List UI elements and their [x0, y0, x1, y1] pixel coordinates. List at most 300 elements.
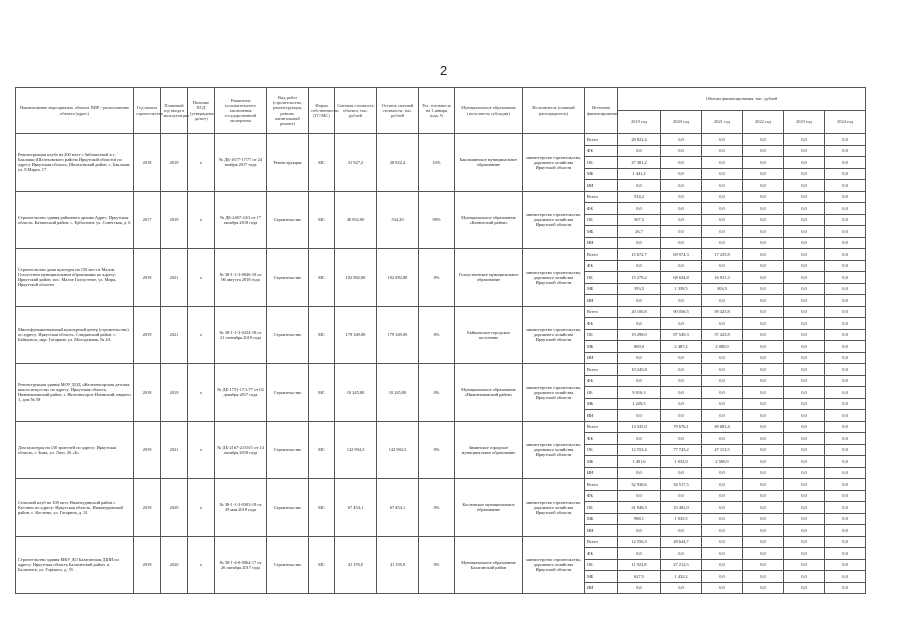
amount-cell: 0,0 [661, 525, 702, 537]
amount-cell: 0,0 [825, 329, 866, 341]
amount-cell: 0,0 [702, 145, 743, 157]
amount-cell: 2 487,2 [661, 341, 702, 353]
ownership: МС [309, 421, 335, 479]
source-label: ОБ [585, 502, 618, 514]
amount-cell: 0,0 [743, 456, 784, 468]
customer: Зиминское городское муниципальное образование [455, 421, 523, 479]
amount-cell: 0,0 [661, 180, 702, 192]
work-type: Строительство [267, 536, 309, 594]
cost: 67 454,1 [335, 479, 377, 537]
readiness: 0% [419, 536, 455, 594]
source-label: ОБ [585, 329, 618, 341]
header-year: 2022 год [743, 111, 784, 134]
header-ownership: Форма собственности (ГС/МС) [309, 88, 335, 134]
amount-cell: 0,0 [825, 490, 866, 502]
remaining: 142 904,5 [377, 421, 419, 479]
amount-cell: 0,0 [618, 203, 661, 215]
source-label: ОБ [585, 157, 618, 169]
amount-cell: 0,0 [825, 410, 866, 422]
amount-cell: 0,0 [661, 145, 702, 157]
source-label: ИИ [585, 237, 618, 249]
header-cost: Сметная стоимость объекта, тыс. рублей [335, 88, 377, 134]
header-gr-bs: Исполнитель (главный распорядитель) [523, 88, 585, 134]
work-type: Реконструкция [267, 134, 309, 192]
amount-cell: 12 553,4 [618, 444, 661, 456]
table-row [16, 536, 866, 548]
amount-cell: 0,0 [825, 421, 866, 433]
psd: х [188, 191, 215, 249]
remaining: 102 882,80 [377, 249, 419, 307]
amount-cell: 0,0 [743, 191, 784, 203]
object-name: Дом культуры на 150 зрителей по адресу: Иркутская область, г. Зима, ул. Лазо, 26 «Б» [16, 421, 134, 479]
amount-cell: 0,0 [825, 375, 866, 387]
amount-cell: 32 936,6 [618, 479, 661, 491]
work-type: Строительство [267, 479, 309, 537]
source-label: ФБ [585, 203, 618, 215]
page-number: 2 [440, 63, 448, 78]
remaining: 67 454,1 [377, 479, 419, 537]
table-row [16, 249, 866, 261]
amount-cell: 0,0 [784, 559, 825, 571]
amount-cell: 15 279,2 [618, 272, 661, 284]
source-label: МБ [585, 513, 618, 525]
header-year-start: Год начала строительства [134, 88, 161, 134]
amount-cell: 0,0 [784, 502, 825, 514]
readiness: 0% [419, 306, 455, 364]
amount-cell: 0,0 [743, 134, 784, 146]
amount-cell: 0,0 [661, 260, 702, 272]
amount-cell: 0,0 [743, 145, 784, 157]
amount-cell: 0,0 [702, 203, 743, 215]
amount-cell: 0,0 [618, 525, 661, 537]
amount-cell: 0,0 [825, 536, 866, 548]
amount-cell: 0,0 [825, 180, 866, 192]
table-body [16, 134, 866, 594]
cost: 10 245,80 [335, 364, 377, 422]
amount-cell: 0,0 [743, 421, 784, 433]
amount-cell: 0,0 [743, 387, 784, 399]
year-start: 2019 [134, 306, 161, 364]
amount-cell: 0,0 [825, 306, 866, 318]
amount-cell: 0,0 [784, 145, 825, 157]
amount-cell: 0,0 [661, 157, 702, 169]
amount-cell: 0,0 [743, 375, 784, 387]
expertise: № ДБ-1677-17/77 от 24 ноября 2017 года [215, 134, 267, 192]
work-type: Строительство [267, 249, 309, 307]
expertise: № 38-1-1-3-0046-18 от 06 августа 2018 года [215, 249, 267, 307]
source-label: ИИ [585, 410, 618, 422]
cost: 41 195,0 [335, 536, 377, 594]
amount-cell: 0,0 [702, 168, 743, 180]
header-source: Источник финансирования [585, 88, 618, 134]
cost: 40 832,00 [335, 191, 377, 249]
amount-cell: 33 482,0 [661, 502, 702, 514]
amount-cell: 28 644,7 [661, 536, 702, 548]
source-label: ИИ [585, 352, 618, 364]
remaining: 10 245,80 [377, 364, 419, 422]
amount-cell: 0,0 [825, 318, 866, 330]
amount-cell: 0,0 [784, 214, 825, 226]
amount-cell: 0,0 [825, 214, 866, 226]
source-label: ОБ [585, 272, 618, 284]
amount-cell: 0,0 [702, 364, 743, 376]
ownership: МС [309, 479, 335, 537]
amount-cell: 304,5 [702, 283, 743, 295]
amount-cell: 0,0 [784, 479, 825, 491]
amount-cell: 507,5 [618, 214, 661, 226]
object-name: Строительство дома культуры на 150 мест в Малом Голоустном муниципальном образовании по адресу: Иркутский район, пос. Малое Голоустное, ул. Мира, Иркутской области [16, 249, 134, 307]
amount-cell: 0,0 [743, 272, 784, 284]
source-label: ФБ [585, 260, 618, 272]
amount-cell: 0,0 [743, 548, 784, 560]
amount-cell: 0,0 [702, 295, 743, 307]
amount-cell: 0,0 [784, 456, 825, 468]
amount-cell: 27 381,2 [618, 157, 661, 169]
amount-cell: 0,0 [702, 352, 743, 364]
amount-cell: 20 100,8 [618, 306, 661, 318]
table-row [16, 364, 866, 376]
header-remaining: Остаток сметной стоимости, тыс. рублей [377, 88, 419, 134]
amount-cell: 0,0 [825, 203, 866, 215]
amount-cell: 0,0 [784, 249, 825, 261]
amount-cell: 49 683,4 [702, 421, 743, 433]
customer: Муниципальное образование «Катангский район» [455, 191, 523, 249]
amount-cell: 0,0 [743, 444, 784, 456]
amount-cell: 0,0 [702, 410, 743, 422]
amount-cell: 0,0 [743, 352, 784, 364]
amount-cell: 0,0 [743, 410, 784, 422]
amount-cell: 0,0 [825, 398, 866, 410]
expertise: № 38-1-1-3-0234-18 от 21 сентября 2018 года [215, 306, 267, 364]
header-expertise: Реквизиты положительного заключения государственной экспертизы [215, 88, 267, 134]
amount-cell: 0,0 [743, 214, 784, 226]
amount-cell: 59 425,8 [702, 306, 743, 318]
amount-cell: 0,0 [661, 237, 702, 249]
amount-cell: 0,0 [618, 375, 661, 387]
psd: х [188, 536, 215, 594]
amount-cell: 1 491,6 [618, 456, 661, 468]
amount-cell: 0,0 [784, 318, 825, 330]
customer: Баклашинское муниципальное образование [455, 134, 523, 192]
amount-cell: 0,0 [784, 352, 825, 364]
amount-cell: 1 339,5 [661, 283, 702, 295]
amount-cell: 0,0 [784, 536, 825, 548]
header-year: 2021 год [702, 111, 743, 134]
ownership: МС [309, 249, 335, 307]
work-type: Строительство [267, 191, 309, 249]
source-label: Всего [585, 134, 618, 146]
amount-cell: 0,0 [825, 352, 866, 364]
table-row [16, 306, 866, 318]
amount-cell: 0,0 [702, 513, 743, 525]
amount-cell: 0,0 [618, 180, 661, 192]
customer: Муниципальное образование Балаганский район [455, 536, 523, 594]
expertise: № 38-1-4-0-0064-17 от 26 октября 2017 года [215, 536, 267, 594]
source-label: ИИ [585, 467, 618, 479]
amount-cell: 77 743,2 [661, 444, 702, 456]
remaining: 534,20 [377, 191, 419, 249]
psd: х [188, 421, 215, 479]
amount-cell: 0,0 [702, 318, 743, 330]
customer: Голоустненское муниципальное образование [455, 249, 523, 307]
object-name: Сельский клуб на 100 мест Нижнеудинский район с. Костино по адресу: Иркутская область, Нижнеудинский район, с. Костино, ул. Гагарина, д. 31 [16, 479, 134, 537]
amount-cell: 0,0 [825, 559, 866, 571]
amount-cell: 0,0 [784, 283, 825, 295]
amount-cell: 26,7 [618, 226, 661, 238]
expertise: № ДБ-2167-21/03/1 от 14 октября 2018 года [215, 421, 267, 479]
header-psd: Наличие ПСД (утверждена/да/нет) [188, 88, 215, 134]
cost: 142 904,5 [335, 421, 377, 479]
amount-cell: 27 212,5 [661, 559, 702, 571]
source-label: ОБ [585, 444, 618, 456]
amount-cell: 1 932,9 [661, 456, 702, 468]
amount-cell: 0,0 [784, 410, 825, 422]
amount-cell: 1 229,5 [618, 398, 661, 410]
amount-cell: 0,0 [784, 260, 825, 272]
amount-cell: 0,0 [702, 525, 743, 537]
amount-cell: 87 549,3 [661, 329, 702, 341]
amount-cell: 0,0 [702, 559, 743, 571]
amount-cell: 0,0 [825, 513, 866, 525]
source-label: МБ [585, 456, 618, 468]
amount-cell: 0,0 [784, 548, 825, 560]
amount-cell: 0,0 [743, 467, 784, 479]
year-end: 2020 [161, 536, 188, 594]
amount-cell: 0,0 [825, 295, 866, 307]
amount-cell: 393,5 [618, 283, 661, 295]
amount-cell: 0,0 [661, 318, 702, 330]
source-label: ФБ [585, 318, 618, 330]
work-type: Строительство [267, 421, 309, 479]
source-label: МБ [585, 398, 618, 410]
source-label: Всего [585, 191, 618, 203]
amount-cell: 0,0 [784, 237, 825, 249]
financing-table [15, 87, 866, 594]
amount-cell: 0,0 [784, 444, 825, 456]
amount-cell: 0,0 [743, 364, 784, 376]
amount-cell: 0,0 [702, 180, 743, 192]
amount-cell: 0,0 [825, 502, 866, 514]
amount-cell: 0,0 [784, 134, 825, 146]
source-label: МБ [585, 226, 618, 238]
amount-cell: 31 948,5 [618, 502, 661, 514]
amount-cell: 0,0 [661, 410, 702, 422]
amount-cell: 0,0 [825, 226, 866, 238]
amount-cell: 0,0 [702, 226, 743, 238]
amount-cell: 0,0 [825, 456, 866, 468]
amount-cell: 0,0 [743, 237, 784, 249]
amount-cell: 0,0 [661, 375, 702, 387]
amount-cell: 0,0 [618, 582, 661, 594]
gr-bs: министерство строительства, дорожного хозяйства Иркутской области [523, 306, 585, 364]
remaining: 28 822,4 [377, 134, 419, 192]
amount-cell: 0,0 [702, 582, 743, 594]
amount-cell: 0,0 [618, 548, 661, 560]
source-label: МБ [585, 168, 618, 180]
amount-cell: 0,0 [784, 364, 825, 376]
year-start: 2019 [134, 421, 161, 479]
year-start: 2019 [134, 536, 161, 594]
source-label: ФБ [585, 548, 618, 560]
amount-cell: 800,0 [618, 341, 661, 353]
amount-cell: 0,0 [825, 168, 866, 180]
amount-cell: 57 425,8 [702, 329, 743, 341]
amount-cell: 0,0 [743, 318, 784, 330]
source-label: МБ [585, 571, 618, 583]
amount-cell: 0,0 [784, 306, 825, 318]
amount-cell: 0,0 [825, 157, 866, 169]
ownership: МС [309, 191, 335, 249]
header-year: 2019 год [618, 111, 661, 134]
amount-cell: 0,0 [784, 513, 825, 525]
amount-cell: 0,0 [618, 433, 661, 445]
amount-cell: 0,0 [702, 134, 743, 146]
amount-cell: 69 974,3 [661, 249, 702, 261]
amount-cell: 0,0 [825, 525, 866, 537]
remaining: 179 349,00 [377, 306, 419, 364]
amount-cell: 0,0 [784, 295, 825, 307]
amount-cell: 0,0 [784, 329, 825, 341]
source-label: Всего [585, 421, 618, 433]
cost: 179 349,00 [335, 306, 377, 364]
amount-cell: 11 922,8 [618, 559, 661, 571]
year-end: 2019 [161, 134, 188, 192]
amount-cell: 0,0 [661, 352, 702, 364]
year-end: 2021 [161, 306, 188, 364]
amount-cell: 0,0 [618, 352, 661, 364]
amount-cell: 0,0 [825, 283, 866, 295]
amount-cell: 0,0 [702, 260, 743, 272]
amount-cell: 0,0 [743, 249, 784, 261]
readiness: 0% [419, 479, 455, 537]
amount-cell: 0,0 [661, 582, 702, 594]
expertise: № ДБ-2467-24/3 от 17 октября 2018 года [215, 191, 267, 249]
amount-cell: 79 676,1 [661, 421, 702, 433]
amount-cell: 0,0 [702, 479, 743, 491]
amount-cell: 627,5 [618, 571, 661, 583]
amount-cell: 0,0 [618, 467, 661, 479]
amount-cell: 0,0 [825, 341, 866, 353]
amount-cell: 0,0 [784, 467, 825, 479]
source-label: Всего [585, 536, 618, 548]
table-row [16, 479, 866, 491]
customer: Костинское муниципальное образование [455, 479, 523, 537]
amount-cell: 1 441,2 [618, 168, 661, 180]
amount-cell: 0,0 [743, 525, 784, 537]
amount-cell: 0,0 [743, 180, 784, 192]
customer: Байкальское городское поселение [455, 306, 523, 364]
amount-cell: 0,0 [661, 433, 702, 445]
cost: 31 927,2 [335, 134, 377, 192]
amount-cell: 0,0 [743, 283, 784, 295]
amount-cell: 0,0 [825, 272, 866, 284]
source-label: МБ [585, 283, 618, 295]
amount-cell: 0,0 [825, 191, 866, 203]
amount-cell: 0,0 [743, 157, 784, 169]
source-label: Всего [585, 306, 618, 318]
amount-cell: 0,0 [702, 571, 743, 583]
amount-cell: 0,0 [743, 260, 784, 272]
amount-cell: 0,0 [702, 375, 743, 387]
amount-cell: 0,0 [702, 237, 743, 249]
source-label: ОБ [585, 387, 618, 399]
amount-cell: 0,0 [661, 490, 702, 502]
source-label: ФБ [585, 490, 618, 502]
amount-cell: 0,0 [702, 490, 743, 502]
header-year: 2023 год [784, 111, 825, 134]
amount-cell: 0,0 [825, 479, 866, 491]
amount-cell: 0,0 [661, 134, 702, 146]
amount-cell: 0,0 [743, 203, 784, 215]
amount-cell: 0,0 [825, 237, 866, 249]
year-start: 2019 [134, 249, 161, 307]
customer: Муниципальное образование «Нижнеилимский район» [455, 364, 523, 422]
source-label: ФБ [585, 375, 618, 387]
amount-cell: 0,0 [743, 168, 784, 180]
source-label: Всего [585, 364, 618, 376]
psd: х [188, 249, 215, 307]
amount-cell: 0,0 [702, 387, 743, 399]
amount-cell: 0,0 [743, 398, 784, 410]
amount-cell: 10 245,8 [618, 364, 661, 376]
amount-cell: 0,0 [825, 444, 866, 456]
amount-cell: 0,0 [661, 295, 702, 307]
amount-cell: 1 432,2 [661, 571, 702, 583]
amount-cell: 16 931,3 [702, 272, 743, 284]
gr-bs: министерство строительства, дорожного хозяйства Иркутской области [523, 479, 585, 537]
amount-cell: 0,0 [661, 467, 702, 479]
amount-cell: 0,0 [743, 306, 784, 318]
amount-cell: 12 550,3 [618, 536, 661, 548]
amount-cell: 1 035,5 [661, 513, 702, 525]
amount-cell: 0,0 [784, 157, 825, 169]
amount-cell: 2 569,9 [702, 456, 743, 468]
gr-bs: министерство строительства, дорожного хозяйства Иркутской области [523, 421, 585, 479]
readiness: 0% [419, 249, 455, 307]
amount-cell: 0,0 [743, 536, 784, 548]
amount-cell: 0,0 [661, 214, 702, 226]
amount-cell: 0,0 [784, 433, 825, 445]
cost: 102 882,80 [335, 249, 377, 307]
year-start: 2019 [134, 479, 161, 537]
amount-cell: 0,0 [784, 203, 825, 215]
amount-cell: 0,0 [743, 433, 784, 445]
object-name: Строительство здания районного архива Адрес: Иркутская область, Катангский район, с. Ербогачен, ул. Советская, д. 6 [16, 191, 134, 249]
header-volume: Объемы финансирования, тыс. рублей [618, 88, 866, 111]
amount-cell: 0,0 [743, 341, 784, 353]
amount-cell: 0,0 [702, 157, 743, 169]
source-label: ИИ [585, 582, 618, 594]
amount-cell: 19 298,0 [618, 329, 661, 341]
amount-cell: 0,0 [743, 502, 784, 514]
amount-cell: 0,0 [825, 548, 866, 560]
table-row [16, 421, 866, 433]
amount-cell: 0,0 [702, 536, 743, 548]
amount-cell: 2 000,0 [702, 341, 743, 353]
amount-cell: 0,0 [702, 502, 743, 514]
year-start: 2018 [134, 364, 161, 422]
amount-cell: 0,0 [784, 180, 825, 192]
amount-cell: 0,0 [784, 398, 825, 410]
amount-cell: 0,0 [784, 387, 825, 399]
amount-cell: 0,0 [784, 226, 825, 238]
expertise: № 38-1-1-3-0303-18 от 29 мая 2018 года [215, 479, 267, 537]
gr-bs: министерство строительства, дорожного хозяйства Иркутской области [523, 191, 585, 249]
amount-cell: 0,0 [618, 237, 661, 249]
table-row [16, 134, 866, 146]
amount-cell: 0,0 [661, 398, 702, 410]
amount-cell: 0,0 [784, 272, 825, 284]
